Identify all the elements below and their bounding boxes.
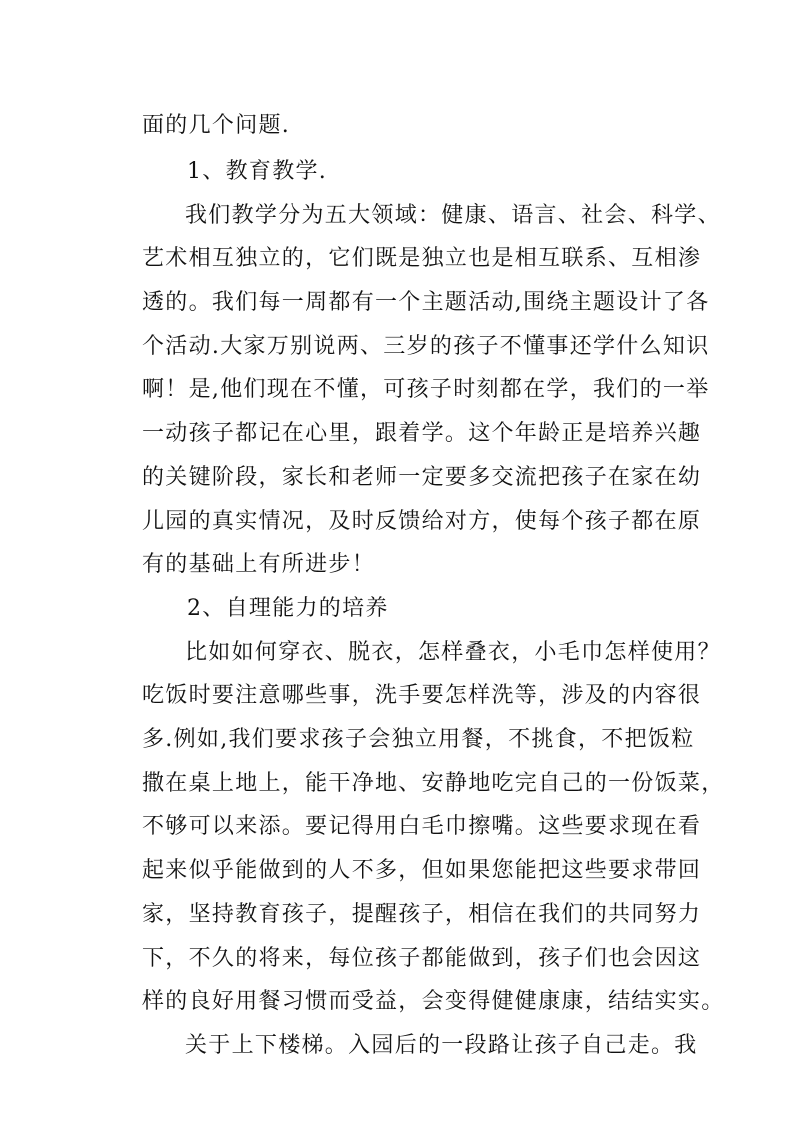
text-line: 比如如何穿衣、脱衣，怎样叠衣，小毛巾怎样使用？ — [185, 640, 721, 665]
section-heading: 1、教育教学. — [187, 159, 328, 184]
text-line: 啊！是,他们现在不懂，可孩子时刻都在学，我们的一举 — [142, 377, 710, 402]
text-line: 的关键阶段，家长和老师一定要多交流把孩子在家在幼 — [142, 465, 702, 490]
text-line: 透的。我们每一周都有一个主题活动,围绕主题设计了各 — [142, 290, 710, 315]
text-line: 儿园的真实情况，及时反馈给对方，使每个孩子都在原 — [142, 509, 702, 534]
text-line: 吃饭时要注意哪些事，洗手要怎样洗等，涉及的内容很 — [142, 683, 702, 708]
text-line: 个活动.大家万别说两、三岁的孩子不懂事还学什么知识 — [142, 334, 710, 359]
text-line: 我们教学分为五大领域：健康、语言、社会、科学、 — [185, 203, 721, 228]
text-line: 下，不久的将来，每位孩子都能做到，孩子们也会因这 — [142, 946, 702, 971]
section-heading: 2、自理能力的培养 — [187, 596, 389, 621]
text-line: 起来似乎能做到的人不多，但如果您能把这些要求带回 — [142, 858, 702, 883]
text-line: 关于上下楼梯。入园后的一段路让孩子自己走。我 — [185, 1033, 698, 1058]
text-line: 有的基础上有所进步！ — [142, 552, 376, 577]
text-line: 面的几个问题. — [142, 113, 291, 138]
text-line: 一动孩子都记在心里，跟着学。这个年龄正是培养兴趣 — [142, 421, 702, 446]
text-line: 样的良好用餐习惯而受益，会变得健健康康，结结实实。 — [142, 989, 725, 1014]
text-line: 多.例如,我们要求孩子会独立用餐，不挑食，不把饭粒 — [142, 727, 695, 752]
text-line: 不够可以来添。要记得用白毛巾擦嘴。这些要求现在看 — [142, 814, 702, 839]
text-line: 家，坚持教育孩子，提醒孩子，相信在我们的共同努力 — [142, 902, 702, 927]
text-line: 艺术相互独立的，它们既是独立也是相互联系、互相渗 — [142, 246, 702, 271]
text-line: 撒在桌上地上，能干净地、安静地吃完自己的一份饭菜， — [142, 771, 725, 796]
